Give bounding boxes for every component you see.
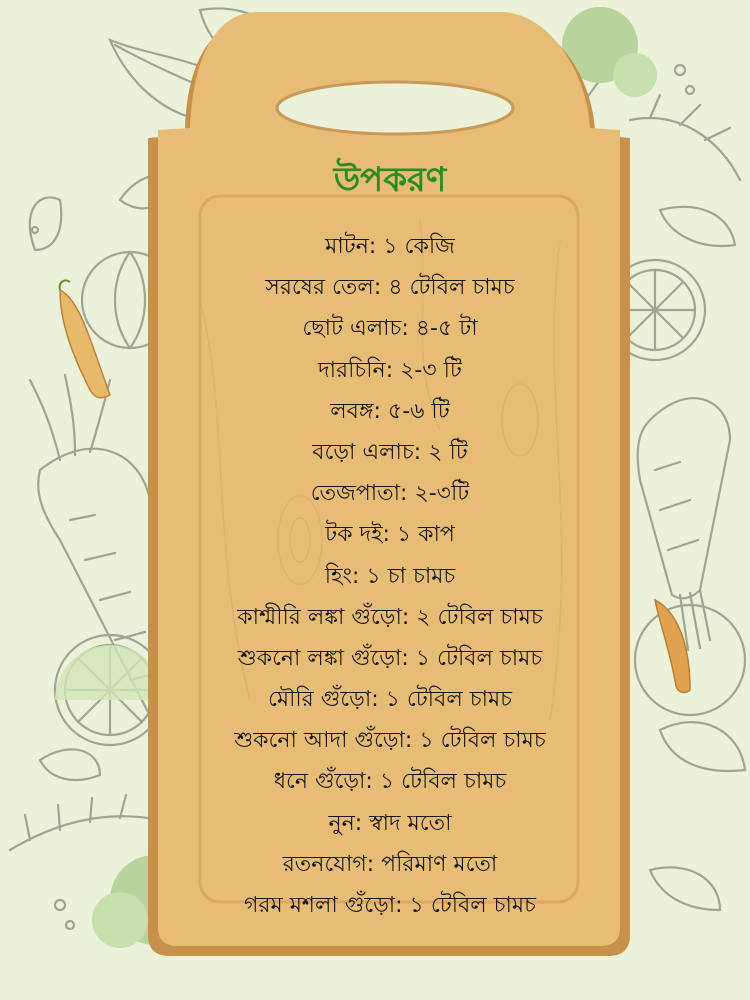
list-item: নুন: স্বাদ মতো <box>328 810 452 836</box>
list-item: বড়ো এলাচ: ২ টি <box>312 439 468 465</box>
list-item: শুকনো আদা গুঁড়ো: ১ টেবিল চামচ <box>234 728 546 754</box>
board-handle-hole <box>277 82 513 134</box>
list-item: হিং: ১ চা চামচ <box>324 563 456 589</box>
list-item: শুকনো লঙ্কা গুঁড়ো: ১ টেবিল চামচ <box>237 645 543 671</box>
list-item: টক দই: ১ কাপ <box>325 522 455 548</box>
list-item: ধনে গুঁড়ো: ১ টেবিল চামচ <box>273 769 507 795</box>
list-item: রতনযোগ: পরিমাণ মতো <box>282 851 498 877</box>
list-item: কাশ্মীরি লঙ্কা গুঁড়ো: ২ টেবিল চামচ <box>237 604 543 630</box>
page-title: উপকরণ <box>333 160 447 200</box>
list-item: গরম মশলা গুঁড়ো: ১ টেবিল চামচ <box>243 893 537 918</box>
list-item: তেজপাতা: ২-৩টি <box>310 481 470 507</box>
list-item: সরষের তেল: ৪ টেবিল চামচ <box>265 275 515 301</box>
list-item: ছোট এলাচ: ৪-৫ টা <box>302 316 478 342</box>
list-item: দারচিনি: ২-৩ টি <box>318 357 462 383</box>
ingredient-list <box>150 226 630 926</box>
list-item: মৌরি গুঁড়ো: ১ টেবিল চামচ <box>267 687 513 713</box>
list-item: লবঙ্গ: ৫-৬ টি <box>330 398 450 424</box>
list-item: মাটন: ১ কেজি <box>325 234 455 259</box>
